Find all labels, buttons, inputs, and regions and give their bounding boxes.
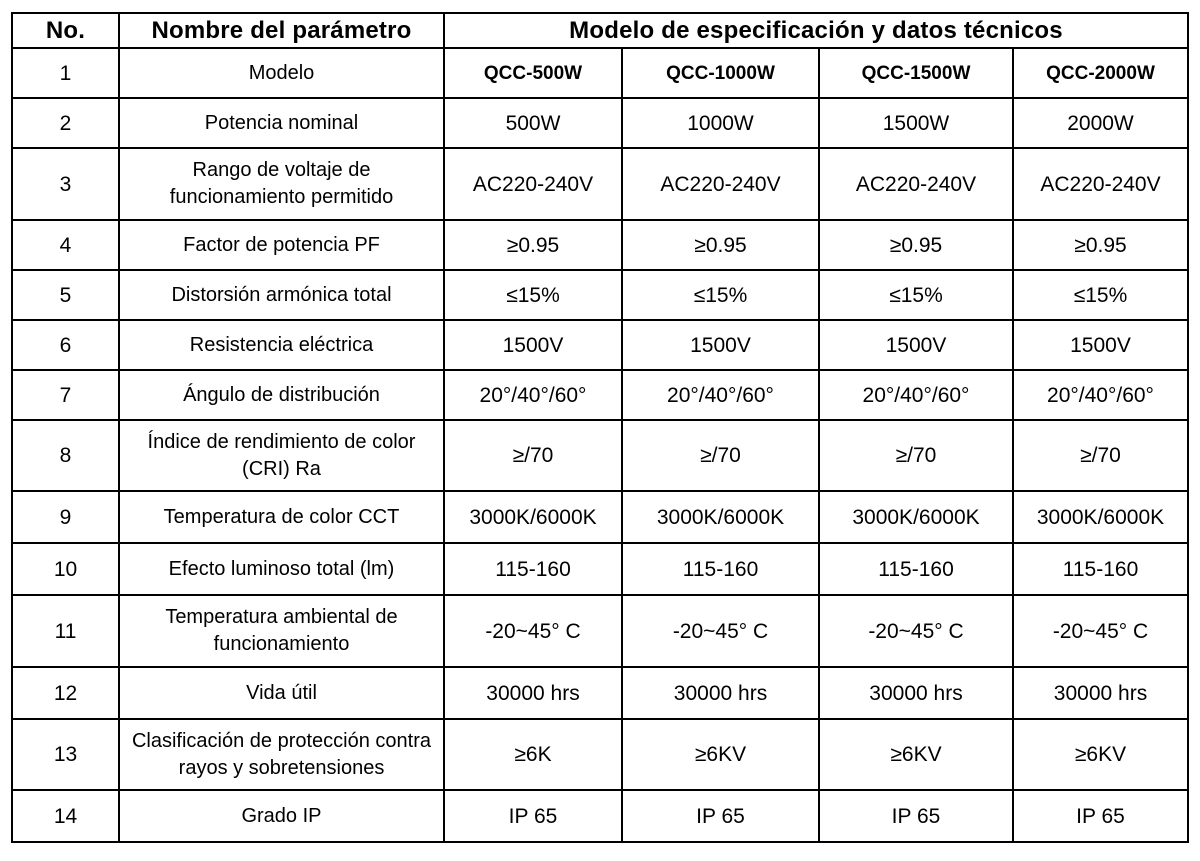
row-number: 3 <box>12 148 119 220</box>
spec-value: 1000W <box>622 98 819 148</box>
spec-value: ≥0.95 <box>622 220 819 270</box>
spec-value: ≥6K <box>444 719 622 790</box>
spec-value: 20°/40°/60° <box>622 370 819 420</box>
spec-value: ≤15% <box>819 270 1013 320</box>
table-row <box>12 491 1188 543</box>
spec-value: 30000 hrs <box>1013 667 1188 719</box>
table-row <box>12 148 1188 220</box>
row-number: 9 <box>12 491 119 543</box>
spec-value: QCC-1500W <box>819 48 1013 98</box>
row-number: 2 <box>12 98 119 148</box>
spec-value: ≥/70 <box>1013 420 1188 491</box>
param-name: Ángulo de distribución <box>119 370 444 420</box>
table-row <box>12 667 1188 719</box>
spec-value: 20°/40°/60° <box>819 370 1013 420</box>
param-name: Rango de voltaje de funcionamiento permitido <box>119 148 444 220</box>
param-name: Efecto luminoso total (lm) <box>119 543 444 595</box>
table-row <box>12 790 1188 842</box>
spec-value: -20~45° C <box>819 595 1013 667</box>
spec-value: -20~45° C <box>444 595 622 667</box>
spec-value: 30000 hrs <box>622 667 819 719</box>
param-name: Distorsión armónica total <box>119 270 444 320</box>
spec-value: 1500W <box>819 98 1013 148</box>
spec-value: ≥6KV <box>1013 719 1188 790</box>
spec-value: 30000 hrs <box>444 667 622 719</box>
row-number: 10 <box>12 543 119 595</box>
header-no: No. <box>12 13 119 48</box>
param-name: Vida útil <box>119 667 444 719</box>
row-number: 14 <box>12 790 119 842</box>
spec-value: 20°/40°/60° <box>444 370 622 420</box>
spec-value: 3000K/6000K <box>1013 491 1188 543</box>
spec-value: QCC-500W <box>444 48 622 98</box>
row-number: 5 <box>12 270 119 320</box>
table-row <box>12 98 1188 148</box>
table-row <box>12 719 1188 790</box>
table-row <box>12 420 1188 491</box>
param-name: Modelo <box>119 48 444 98</box>
table-row <box>12 370 1188 420</box>
param-name: Factor de potencia PF <box>119 220 444 270</box>
spec-value: 1500V <box>819 320 1013 370</box>
param-name: Índice de rendimiento de color (CRI) Ra <box>119 420 444 491</box>
spec-table <box>11 12 1189 843</box>
spec-value: 1500V <box>622 320 819 370</box>
spec-value: IP 65 <box>444 790 622 842</box>
spec-value: ≥/70 <box>444 420 622 491</box>
spec-value: 3000K/6000K <box>819 491 1013 543</box>
spec-value: 115-160 <box>1013 543 1188 595</box>
spec-value: ≥0.95 <box>444 220 622 270</box>
spec-value: ≤15% <box>444 270 622 320</box>
row-number: 8 <box>12 420 119 491</box>
spec-value: QCC-2000W <box>1013 48 1188 98</box>
spec-value: AC220-240V <box>819 148 1013 220</box>
table-row <box>12 220 1188 270</box>
row-number: 6 <box>12 320 119 370</box>
row-number: 13 <box>12 719 119 790</box>
spec-value: 3000K/6000K <box>444 491 622 543</box>
spec-value: 3000K/6000K <box>622 491 819 543</box>
table-row <box>12 595 1188 667</box>
table-row <box>12 270 1188 320</box>
spec-value: 115-160 <box>622 543 819 595</box>
row-number: 7 <box>12 370 119 420</box>
spec-value: 115-160 <box>444 543 622 595</box>
row-number: 12 <box>12 667 119 719</box>
spec-value: -20~45° C <box>622 595 819 667</box>
param-name: Temperatura ambiental de funcionamiento <box>119 595 444 667</box>
spec-value: ≤15% <box>622 270 819 320</box>
spec-value: ≥/70 <box>819 420 1013 491</box>
table-row <box>12 320 1188 370</box>
spec-value: IP 65 <box>819 790 1013 842</box>
param-name: Resistencia eléctrica <box>119 320 444 370</box>
spec-value: 115-160 <box>819 543 1013 595</box>
spec-value: 30000 hrs <box>819 667 1013 719</box>
spec-value: ≤15% <box>1013 270 1188 320</box>
spec-value: ≥6KV <box>819 719 1013 790</box>
spec-value: IP 65 <box>622 790 819 842</box>
spec-value: 500W <box>444 98 622 148</box>
spec-value: AC220-240V <box>1013 148 1188 220</box>
row-number: 4 <box>12 220 119 270</box>
spec-value: ≥/70 <box>622 420 819 491</box>
spec-value: ≥0.95 <box>1013 220 1188 270</box>
param-name: Temperatura de color CCT <box>119 491 444 543</box>
row-number: 11 <box>12 595 119 667</box>
spec-value: 2000W <box>1013 98 1188 148</box>
header-param: Nombre del parámetro <box>119 13 444 48</box>
spec-value: ≥0.95 <box>819 220 1013 270</box>
param-name: Grado IP <box>119 790 444 842</box>
row-number: 1 <box>12 48 119 98</box>
header-row <box>12 13 1188 48</box>
table-row <box>12 543 1188 595</box>
header-spec: Modelo de especificación y datos técnicos <box>444 13 1188 48</box>
spec-value: ≥6KV <box>622 719 819 790</box>
spec-value: QCC-1000W <box>622 48 819 98</box>
spec-value: 20°/40°/60° <box>1013 370 1188 420</box>
param-name: Potencia nominal <box>119 98 444 148</box>
spec-value: 1500V <box>444 320 622 370</box>
param-name: Clasificación de protección contra rayos y sobretensiones <box>119 719 444 790</box>
spec-value: 1500V <box>1013 320 1188 370</box>
table-row <box>12 48 1188 98</box>
spec-value: IP 65 <box>1013 790 1188 842</box>
spec-value: -20~45° C <box>1013 595 1188 667</box>
spec-value: AC220-240V <box>622 148 819 220</box>
spec-value: AC220-240V <box>444 148 622 220</box>
